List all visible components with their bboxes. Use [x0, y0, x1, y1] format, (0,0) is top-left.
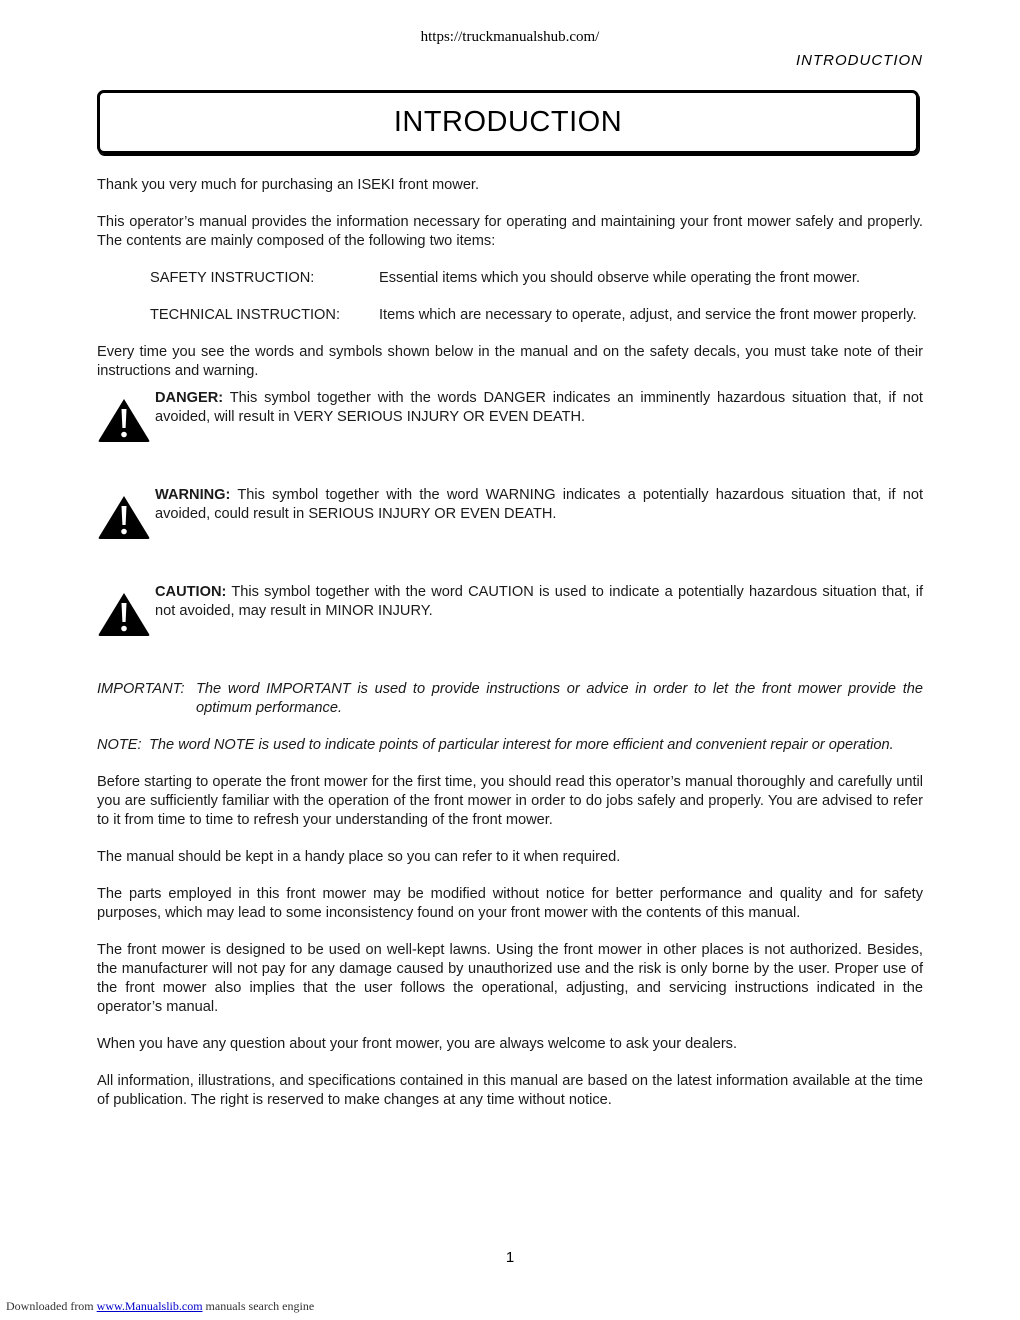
note-important: [97, 680, 923, 718]
paragraph-purpose: This operator’s manual provides the information necessary for operating and maintaining your front mower safely and properly. The contents are mainly composed of the following two items:: [97, 214, 923, 249]
footer: [6, 1299, 314, 1314]
hazard-warning: [97, 486, 923, 546]
item-technical-instruction: [150, 306, 923, 325]
warning-triangle-icon: [97, 389, 155, 449]
paragraph-symbols-intro: Every time you see the words and symbols shown below in the manual and on the safety decals, you must take note of their instructions and warning.: [97, 344, 923, 379]
item-desc: Items which are necessary to operate, adjust, and service the front mower properly.: [379, 307, 917, 323]
footer-suffix: manuals search engine: [202, 1299, 315, 1313]
paragraph-before-starting: Before starting to operate the front mower for the first time, you should read this operator’s manual thoroughly and carefully until you are sufficiently familiar with the operation of the front mower in order to do jobs safely and properly. You are advised to refer to it from time to time to refresh your understanding of the front mower.: [97, 774, 923, 828]
warning-triangle-icon: [97, 583, 155, 643]
paragraph-keep-manual: The manual should be kept in a handy place so you can refer to it when required.: [97, 849, 621, 865]
paragraph-intended-use: The front mower is designed to be used on well-kept lawns. Using the front mower in other places is not authorized. Besides, the manufacturer will not pay for any damage caused by unauthorized use and the risk is only borne by the user. Proper use of the front mower also implies that the user follows the operational, adjusting, and servicing instructions indicated in the operator’s manual.: [97, 942, 923, 1015]
item-term: SAFETY INSTRUCTION:: [150, 270, 315, 286]
item-desc: Essential items which you should observe while operating the front mower.: [379, 270, 861, 286]
paragraph-parts-modified: The parts employed in this front mower may be modified without notice for better performance and quality and for safety purposes, which may lead to some inconsistency found on your front mower with the contents of this manual.: [97, 886, 923, 921]
hazard-text: This symbol together with the word CAUTION is used to indicate a potentially hazardous situation that, if not avoided, may result in MINOR INJURY.: [155, 584, 923, 619]
note-note: [97, 736, 923, 755]
paragraph-info-notice: All information, illustrations, and specifications contained in this manual are based on the latest information available at the time of publication. The right is reserved to make changes at any time without notice.: [97, 1073, 923, 1108]
hazard-text: This symbol together with the word WARNING indicates a potentially hazardous situation that, if not avoided, could result in SERIOUS INJURY OR EVEN DEATH.: [155, 487, 923, 522]
page-number: 1: [505, 1249, 515, 1266]
content: [97, 176, 923, 1128]
hazard-label: WARNING:: [155, 487, 231, 503]
hazard-caution: [97, 583, 923, 643]
source-url: https://truckmanualshub.com/: [420, 29, 600, 45]
hazard-label: CAUTION:: [155, 584, 227, 600]
running-head: INTRODUCTION: [796, 52, 923, 69]
hazard-danger: [97, 389, 923, 449]
hazard-text: This symbol together with the words DANGER indicates an imminently hazardous situation that, if not avoided, will result in VERY SERIOUS INJURY OR EVEN DEATH.: [155, 390, 923, 425]
footer-prefix: Downloaded from: [6, 1299, 97, 1313]
note-label: NOTE:: [97, 737, 142, 753]
item-term: TECHNICAL INSTRUCTION:: [150, 307, 340, 323]
manualslib-link[interactable]: www.Manualslib.com: [96, 1299, 203, 1313]
title-box: [97, 90, 919, 154]
warning-triangle-icon: [97, 486, 155, 546]
paragraph-questions: When you have any question about your front mower, you are always welcome to ask your dealers.: [97, 1036, 738, 1052]
item-safety-instruction: [150, 269, 923, 288]
page-title: INTRODUCTION: [393, 105, 623, 138]
note-text: The word NOTE is used to indicate points of particular interest for more efficient and convenient repair or operation.: [149, 737, 894, 753]
hazard-label: DANGER:: [155, 390, 224, 406]
note-text: The word IMPORTANT is used to provide instructions or advice in order to let the front mower provide the optimum performance.: [196, 681, 923, 716]
paragraph-thanks: Thank you very much for purchasing an ISEKI front mower.: [97, 177, 480, 193]
note-label: IMPORTANT:: [97, 681, 185, 697]
